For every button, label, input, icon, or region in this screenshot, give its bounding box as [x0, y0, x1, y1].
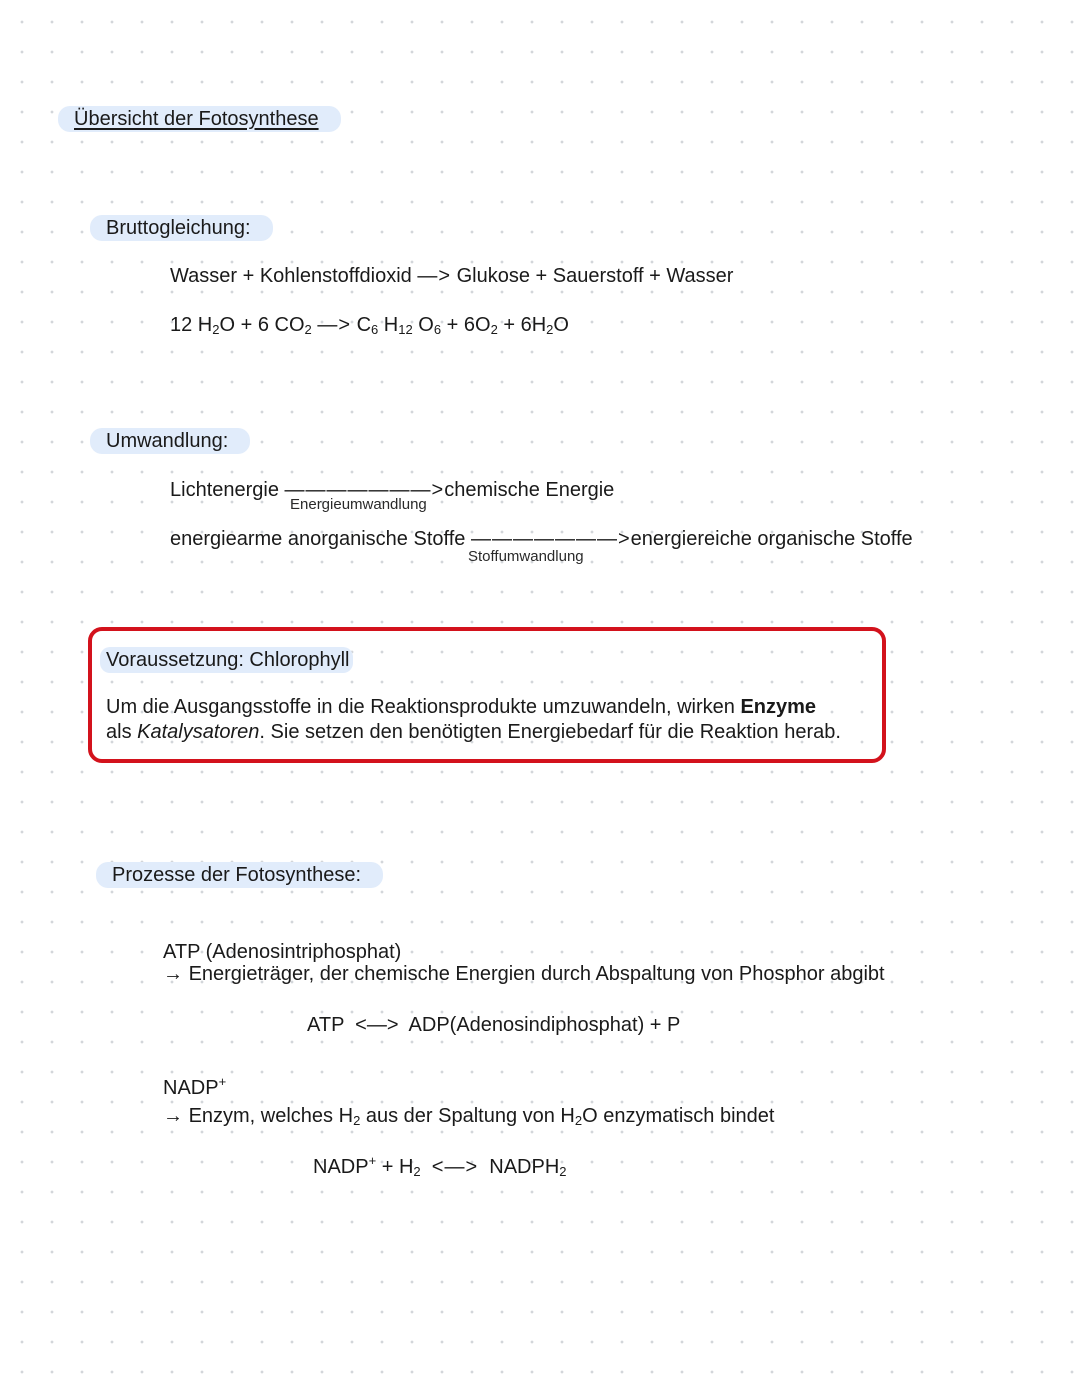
formula-sub: 12	[398, 322, 413, 337]
box-line-2-post: . Sie setzen den benötigten Energiebedarf für die Reaktion herab.	[259, 721, 841, 743]
nadp-name-text: NADP	[163, 1077, 219, 1099]
nadp-eq-part: NADPH	[489, 1156, 560, 1178]
formula-part: H	[378, 314, 399, 336]
nadp-desc-sub: 2	[353, 1113, 361, 1128]
formula-part: O	[412, 314, 434, 336]
formula-sub: 2	[212, 322, 220, 337]
nadp-sup: +	[218, 1074, 227, 1089]
formula-sub: 2	[546, 322, 554, 337]
nadp-eq-sub: 2	[413, 1164, 421, 1179]
arrow-icon: →	[163, 963, 183, 985]
formula-part: + 6O	[441, 314, 491, 336]
nadp-desc-mid: aus der Spaltung von H	[360, 1105, 575, 1127]
brutto-word-right: Glukose + Sauerstoff + Wasser	[456, 265, 734, 287]
row1-label: Energieumwandlung	[290, 496, 427, 513]
row1-left: Lichtenergie	[170, 479, 279, 501]
brutto-formula	[170, 313, 569, 337]
row1-arrow: ———————>	[284, 479, 445, 501]
brutto-heading: Bruttogleichung:	[106, 217, 251, 239]
prozesse-heading-highlight	[96, 862, 383, 888]
formula-sub: 6	[371, 322, 379, 337]
box-line-2-pre: als	[106, 721, 138, 743]
brutto-word-equation	[170, 264, 733, 288]
row2-right: energiereiche organische Stoffe	[630, 528, 913, 550]
arrow-icon: →	[163, 1105, 183, 1127]
nadp-desc-sub: 2	[574, 1113, 583, 1128]
nadp-eq-arrow: <—>	[431, 1156, 479, 1178]
atp-equation: ATP <—> ADP(Adenosindiphosphat) + P	[307, 1014, 681, 1036]
row1-right: chemische Energie	[444, 479, 615, 501]
prozesse-heading: Prozesse der Fotosynthese:	[112, 864, 362, 886]
nadp-equation	[313, 1155, 567, 1179]
umwandlung-heading-highlight	[90, 428, 250, 454]
formula-sub: 2	[490, 322, 498, 337]
title-highlight	[58, 106, 341, 132]
formula-part: + 6H	[497, 314, 547, 336]
atp-description	[163, 962, 885, 986]
box-line-2	[106, 720, 841, 744]
box-line-1	[106, 695, 816, 719]
brutto-word-left: Wasser + Kohlenstoffdioxid	[170, 265, 412, 287]
brutto-heading-highlight	[90, 215, 273, 241]
nadp-desc-post: O enzymatisch bindet	[582, 1105, 775, 1127]
page-title: Übersicht der Fotosynthese	[74, 108, 319, 130]
formula-arrow: —>	[317, 314, 351, 336]
nadp-eq-sup: +	[368, 1153, 377, 1168]
nadp-eq-sub: 2	[559, 1164, 567, 1179]
formula-sub: 2	[304, 322, 312, 337]
box-title: Voraussetzung: Chlorophyll	[100, 647, 353, 673]
nadp-description	[163, 1104, 774, 1128]
formula-part: 12 H	[170, 314, 213, 336]
atp-name: ATP (Adenosintriphosphat)	[163, 941, 402, 963]
nadp-desc-pre: Enzym, welches H	[188, 1105, 354, 1127]
brutto-word-arrow: —>	[417, 265, 452, 287]
formula-part: O + 6 CO	[219, 314, 305, 336]
nadp-eq-part: NADP	[313, 1156, 369, 1178]
nadp-desc-text	[189, 1105, 775, 1127]
nadp-name	[163, 1076, 226, 1100]
nadp-eq-part: + H	[376, 1156, 414, 1178]
atp-desc-text: Energieträger, der chemische Energien durch Abspaltung von Phosphor abgibt	[188, 963, 885, 985]
box-bold-term: Enzyme	[740, 696, 817, 718]
row2-arrow: ———————>	[470, 528, 631, 550]
formula-part: O	[553, 314, 569, 336]
row2-left: energiearme anorganische Stoffe	[170, 528, 466, 550]
umwandlung-heading: Umwandlung:	[106, 430, 229, 452]
box-italic-term: Katalysatoren	[137, 721, 260, 743]
box-line-1-text: Um die Ausgangsstoffe in die Reaktionsprodukte umzuwandeln, wirken	[106, 696, 741, 718]
formula-part: C	[356, 314, 372, 336]
formula-sub: 6	[433, 322, 442, 337]
row2-label: Stoffumwandlung	[468, 548, 584, 565]
